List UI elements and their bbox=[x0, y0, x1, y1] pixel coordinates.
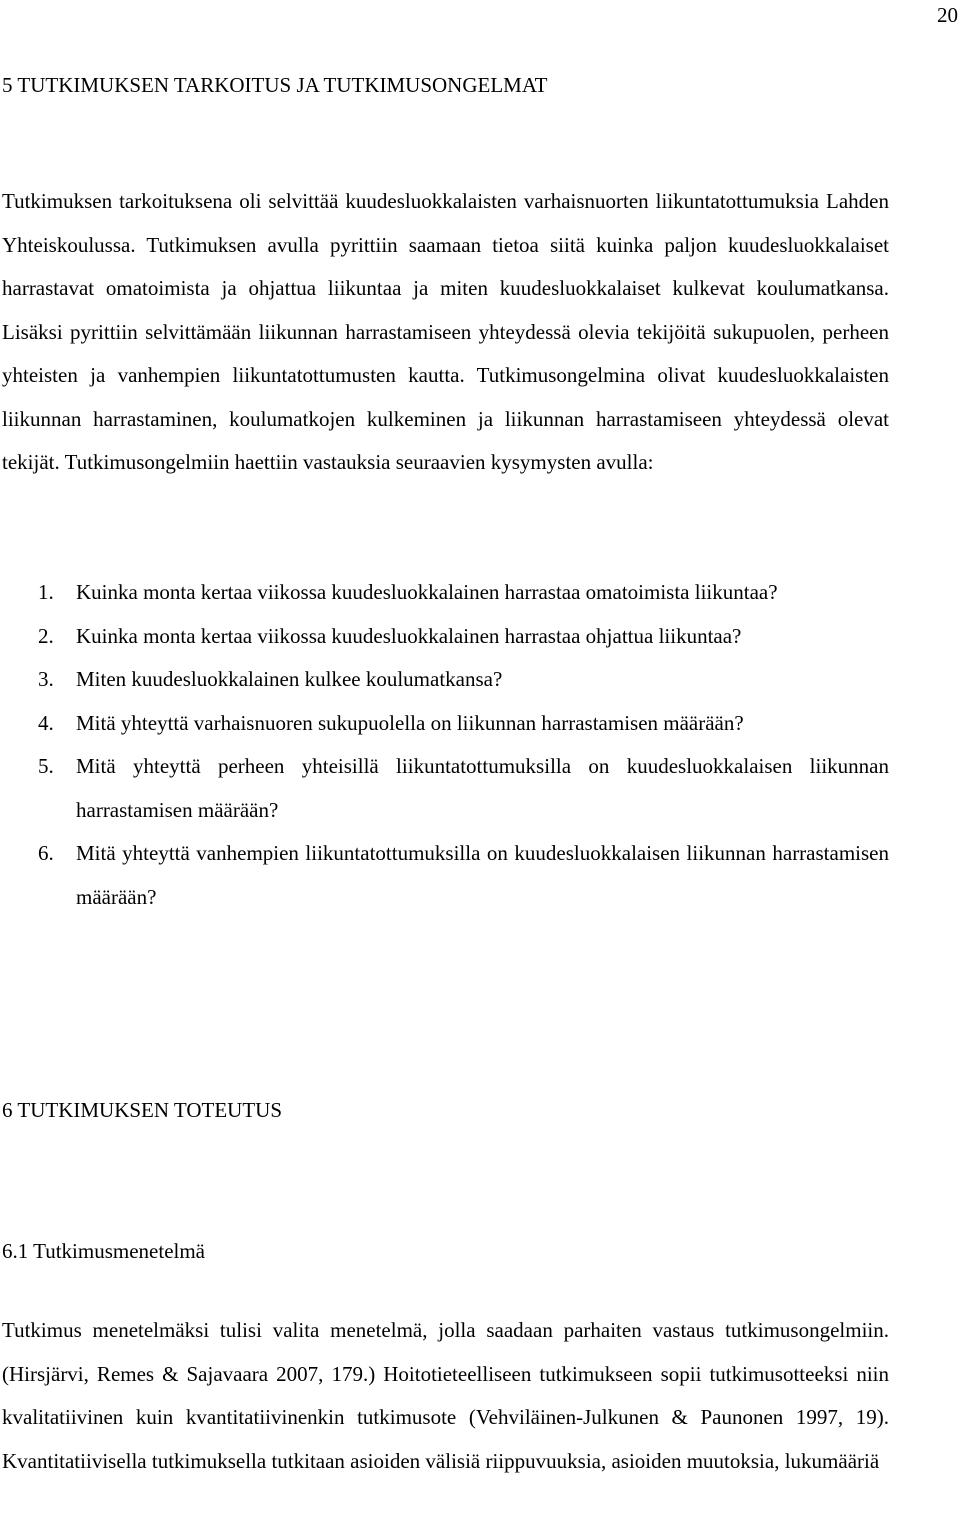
question-number: 1. bbox=[38, 580, 54, 604]
subsection-6-1-heading: 6.1 Tutkimusmenetelmä bbox=[2, 1239, 206, 1263]
research-question bbox=[2, 832, 889, 919]
question-text: Mitä yhteyttä perheen yhteisillä liikuntatottumuksilla on kuudesluokkalaisen liikunnan harrastamisen määrään? bbox=[76, 754, 889, 822]
question-number: 3. bbox=[38, 667, 54, 691]
question-text: Kuinka monta kertaa viikossa kuudesluokkalainen harrastaa ohjattua liikuntaa? bbox=[76, 623, 742, 648]
question-number: 5. bbox=[38, 754, 54, 778]
question-text: Miten kuudesluokkalainen kulkee koulumatkansa? bbox=[76, 667, 503, 691]
page-number: 20 bbox=[937, 3, 958, 27]
question-text: Mitä yhteyttä varhaisnuoren sukupuolella on liikunnan harrastamisen määrään? bbox=[76, 710, 744, 735]
research-question bbox=[2, 571, 889, 615]
section-5-heading: 5 TUTKIMUKSEN TARKOITUS JA TUTKIMUSONGELMAT bbox=[2, 73, 548, 97]
question-text: Mitä yhteyttä vanhempien liikuntatottumuksilla on kuudesluokkalaisen liikunnan harrastamisen määrään? bbox=[76, 841, 889, 909]
subsection-6-1-paragraph: Tutkimus menetelmäksi tulisi valita menetelmä, jolla saadaan parhaiten vastaus tutkimusongelmiin. (Hirsjärvi, Remes & Sajavaara 2007, 179.) Hoitotieteelliseen tutkimukseen sopii tutkimusotteeksi niin kvalitatiivinen kuin kvantitatiivinenkin tutkimusote (Vehviläinen-Julkunen & Paunonen 1997, 19). Kvantitatiivisella tutkimuksella tutkitaan asioiden välisiä riippuvuuksia, asioiden muutoksia, lukumääriä bbox=[2, 1318, 889, 1473]
question-number: 4. bbox=[38, 710, 54, 735]
question-text: Kuinka monta kertaa viikossa kuudesluokkalainen harrastaa omatoimista liikuntaa? bbox=[76, 580, 778, 604]
research-question bbox=[2, 615, 889, 659]
question-number: 2. bbox=[38, 623, 54, 648]
section-6-heading: 6 TUTKIMUKSEN TOTEUTUS bbox=[2, 1098, 283, 1122]
research-questions-list bbox=[2, 571, 889, 919]
research-question bbox=[2, 658, 889, 702]
section-5-paragraph: Tutkimuksen tarkoituksena oli selvittää kuudesluokkalaisten varhaisnuorten liikuntatottumuksia Lahden Yhteiskoulussa. Tutkimuksen avulla pyrittiin saamaan tietoa siitä kuinka paljon kuudesluokkalaiset harrastavat omatoimista ja ohjattua liikuntaa ja miten kuudesluokkalaiset kulkevat koulumatkansa. Lisäksi pyrittiin selvittämään liikunnan harrastamiseen yhteydessä olevia tekijöitä sukupuolen, perheen yhteisten ja vanhempien liikuntatottumusten kautta. Tutkimusongelmina olivat kuudesluokkalaisten liikunnan harrastaminen, koulumatkojen kulkeminen ja liikunnan harrastamiseen yhteydessä olevat tekijät. Tutkimusongelmiin haettiin vastauksia seuraavien kysymysten avulla: bbox=[2, 189, 889, 474]
research-question bbox=[2, 745, 889, 832]
question-number: 6. bbox=[38, 841, 54, 865]
research-question bbox=[2, 702, 889, 746]
